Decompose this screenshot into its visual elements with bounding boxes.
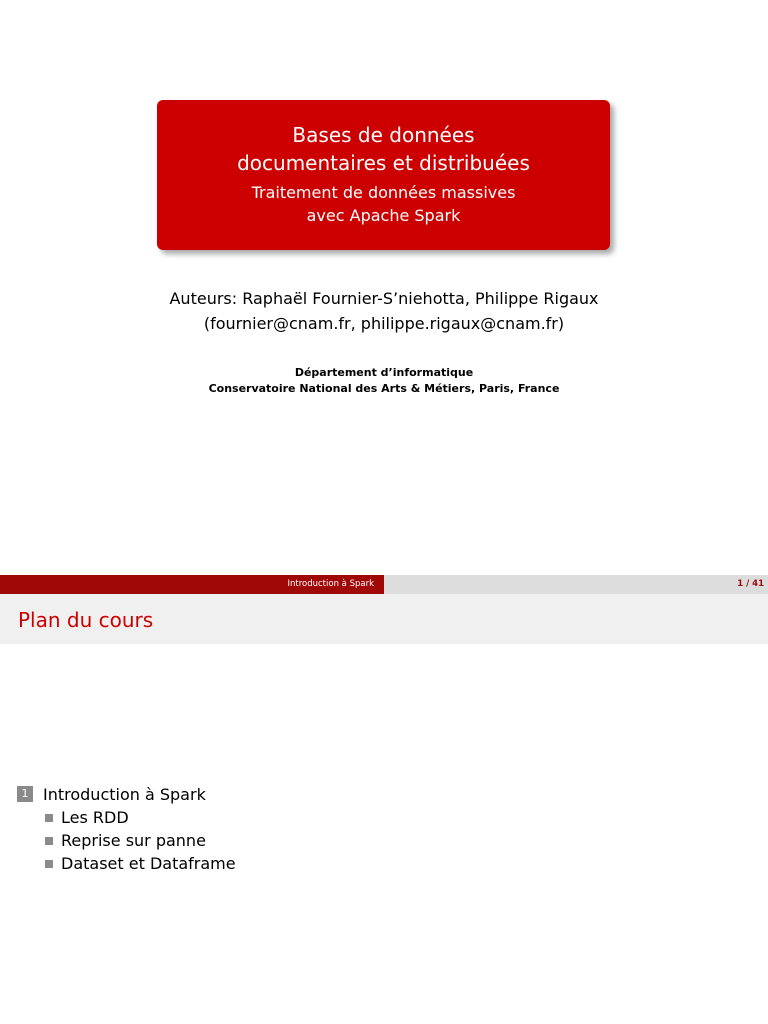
footline-section-title: Introduction à Spark: [287, 579, 374, 589]
authors-block: [0, 286, 768, 336]
toc-subsection-title: Les RDD: [61, 808, 129, 827]
institute-name: Conservatoire National des Arts & Métiers, Paris, France: [208, 382, 560, 395]
toc-subsection-title: Reprise sur panne: [61, 831, 206, 850]
outline-slide: [0, 594, 768, 1024]
square-bullet-icon: [45, 860, 53, 868]
toc-subsection[interactable]: [17, 806, 236, 829]
footline-section: [0, 575, 384, 594]
square-bullet-icon: [45, 814, 53, 822]
institute-department: Département d’informatique: [294, 366, 474, 379]
authors-line: Auteurs: Raphaël Fournier-S’niehotta, Philippe Rigaux: [169, 289, 599, 308]
title-line-1: Bases de données: [292, 123, 475, 147]
institute-block: [0, 365, 768, 397]
subtitle-line-2: avec Apache Spark: [306, 206, 461, 225]
table-of-contents: [17, 782, 236, 875]
frame-title: Plan du cours: [18, 608, 154, 632]
frame-title-bar: [0, 594, 768, 644]
toc-subsection[interactable]: [17, 852, 236, 875]
square-bullet-icon: [45, 837, 53, 845]
toc-subsection-title: Dataset et Dataframe: [61, 854, 236, 873]
toc-section-title: Introduction à Spark: [43, 784, 206, 804]
toc-subsection[interactable]: [17, 829, 236, 852]
title-line-2: documentaires et distribuées: [237, 151, 530, 175]
author-emails: (fournier@cnam.fr, philippe.rigaux@cnam.fr): [203, 314, 565, 333]
section-number-badge: 1: [17, 786, 33, 802]
toc-section[interactable]: [17, 782, 236, 806]
subtitle-line-1: Traitement de données massives: [251, 183, 516, 202]
page-number: 1 / 41: [737, 579, 764, 589]
footline-page: [384, 575, 768, 594]
title-block: [157, 100, 610, 250]
footline: [0, 575, 768, 594]
